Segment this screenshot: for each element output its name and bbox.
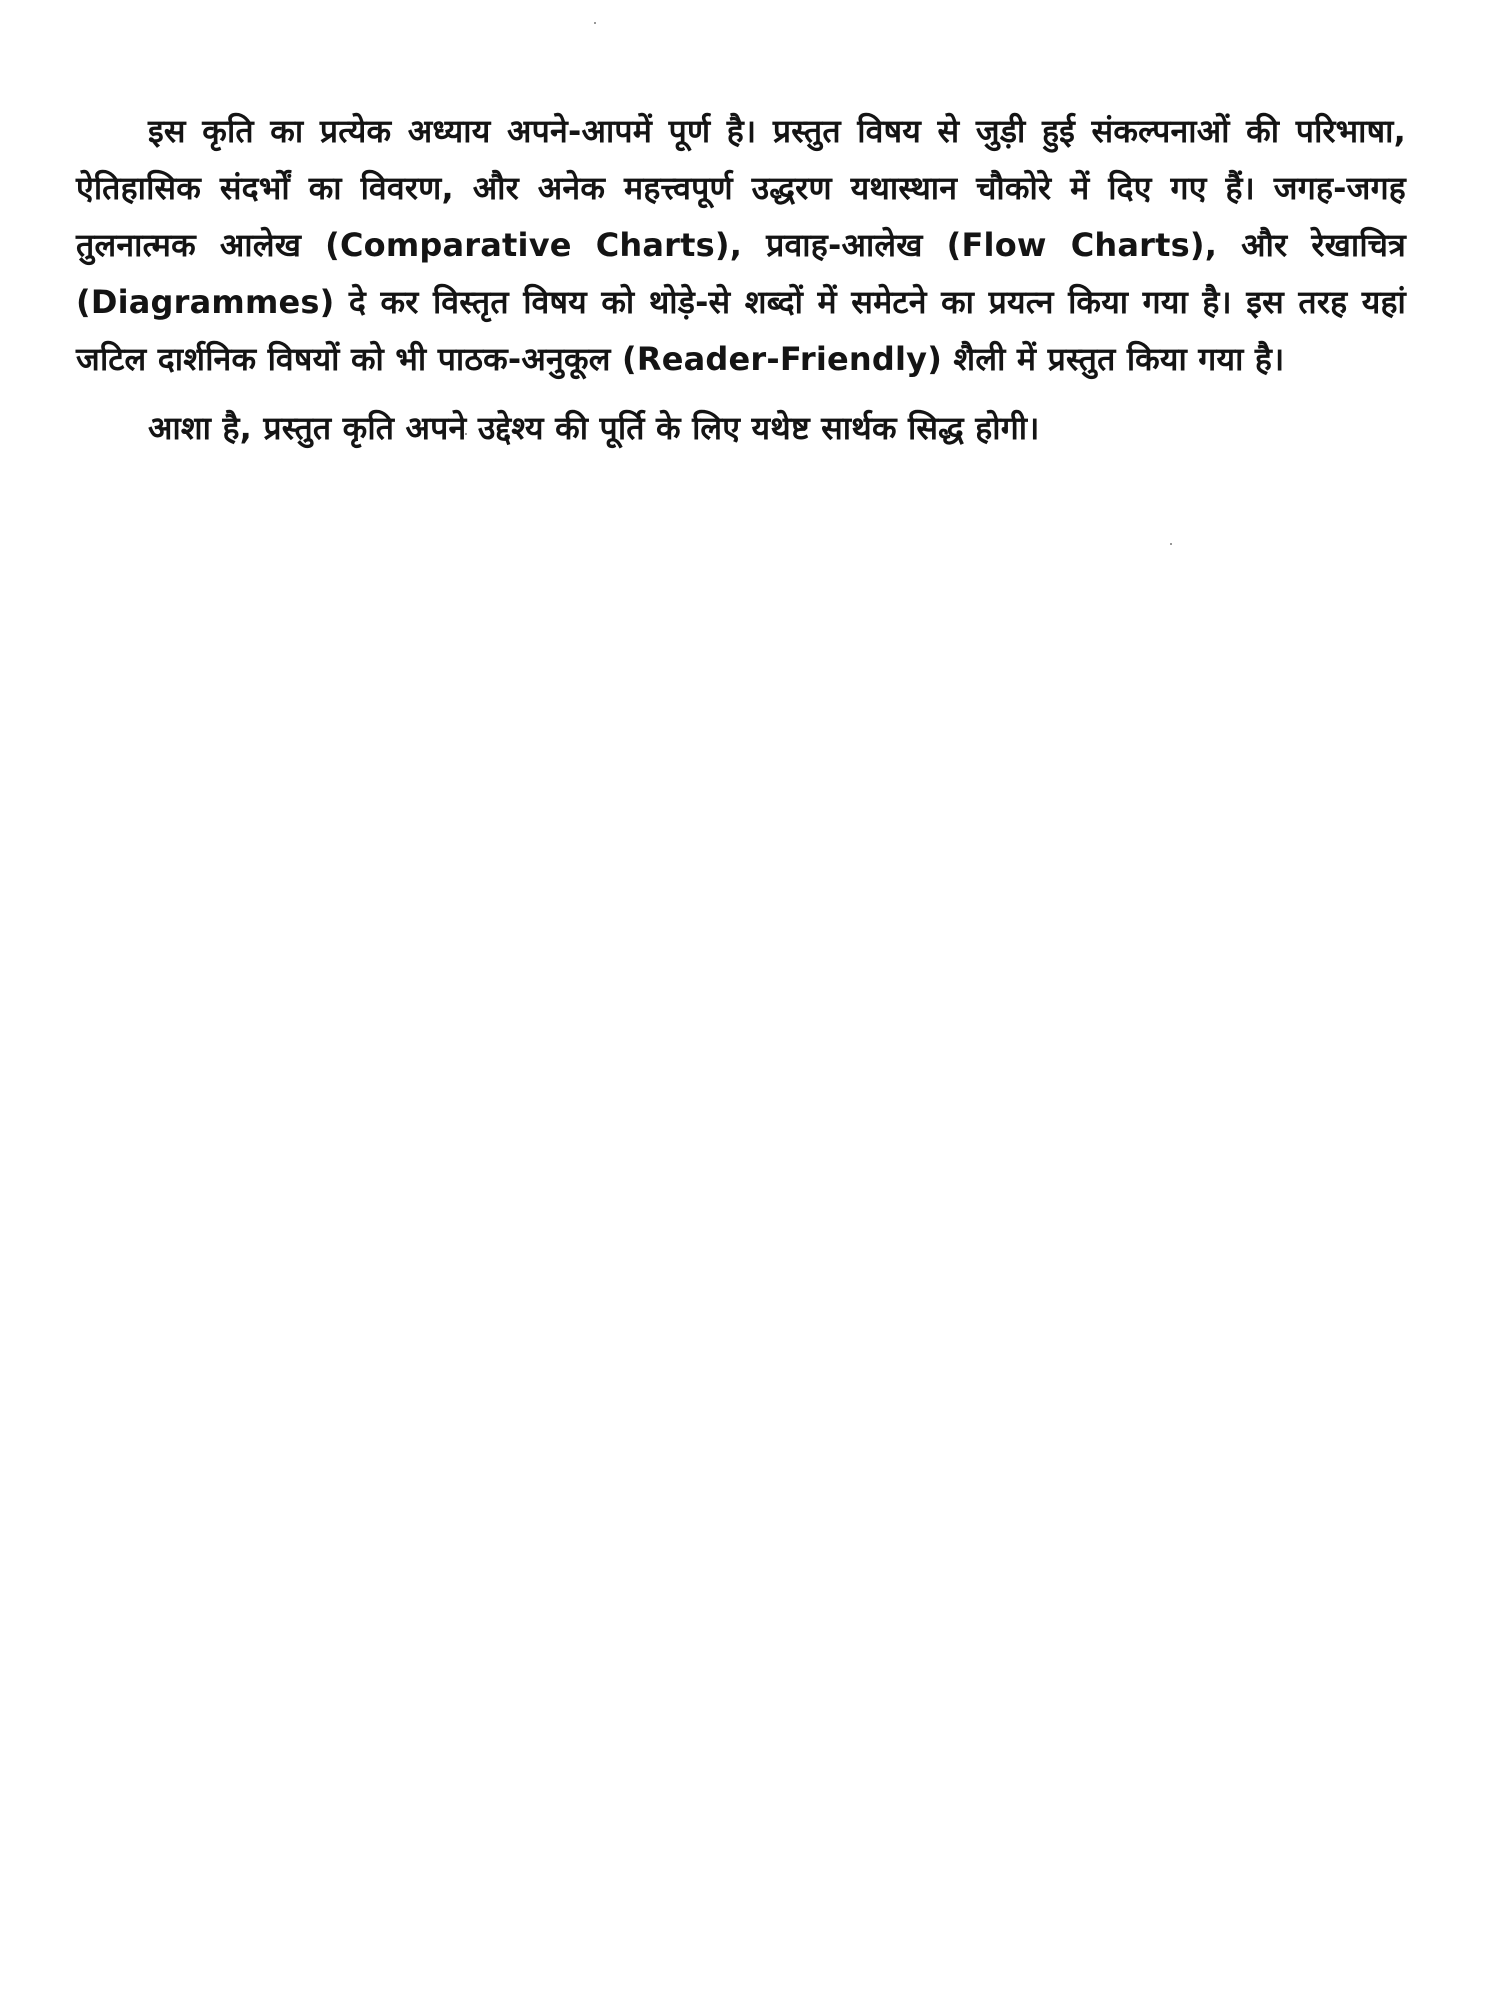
scan-speck — [1170, 543, 1172, 545]
scan-speck — [594, 22, 596, 24]
paragraph-book-structure: इस कृति का प्रत्येक अध्याय अपने-आपमें पूर्ण है। प्रस्तुत विषय से जुड़ी हुई संकल्पनाओं की परिभाषा, ऐतिहासिक संदर्भों का विवरण, और अनेक महत्त्वपूर्ण उद्धरण यथास्थान चौकोरे में दिए गए हैं। जगह-जगह तुलनात्मक आलेख (Comparative Charts), प्रवाह-आलेख (Flow Charts), और रेखाचित्र (Diagrammes) दे कर विस्तृत विषय को थोड़े-से शब्दों में समेटने का प्रयत्न किया गया है। इस तरह यहां जटिल दार्शनिक विषयों को भी पाठक-अनुकूल (Reader-Friendly) शैली में प्रस्तुत किया गया है। — [76, 112, 1406, 378]
body-text — [76, 103, 1406, 457]
paragraph-closing-hope: आशा है, प्रस्तुत कृति अपने उद्देश्य की पूर्ति के लिए यथेष्ट सार्थक सिद्ध होगी। — [148, 409, 1040, 447]
